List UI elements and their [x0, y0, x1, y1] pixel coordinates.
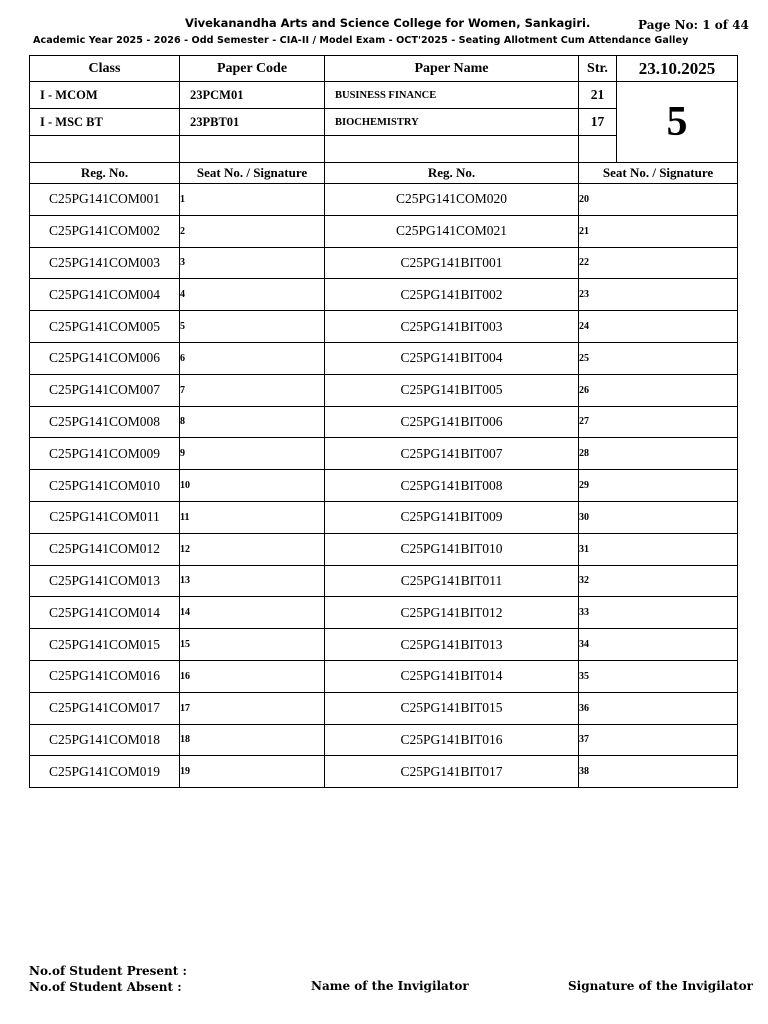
seat-no-left: 16: [180, 660, 325, 692]
reg-no-right: C25PG141BIT003: [325, 311, 579, 343]
table-row: [30, 184, 738, 216]
paper-name: BIOCHEMISTRY: [325, 109, 579, 136]
seat-no-left: 18: [180, 724, 325, 756]
seat-no-left: 4: [180, 279, 325, 311]
seat-no-left: 19: [180, 756, 325, 788]
seat-no-right: 34: [579, 629, 738, 661]
reg-no-left: C25PG141COM007: [30, 374, 180, 406]
seat-no-left: 2: [180, 215, 325, 247]
reg-no-right: C25PG141BIT010: [325, 533, 579, 565]
table-row: [30, 311, 738, 343]
table-row: [30, 724, 738, 756]
reg-no-right: C25PG141BIT004: [325, 342, 579, 374]
table-row: [30, 374, 738, 406]
invigilator-signature-label: Signature of the Invigilator: [568, 979, 753, 993]
table-row: [30, 342, 738, 374]
column-header-row: [30, 56, 738, 82]
reg-no-left: C25PG141COM012: [30, 533, 180, 565]
paper-strength: 17: [579, 109, 617, 136]
invigilator-name-label: Name of the Invigilator: [311, 979, 469, 993]
seat-no-right: 30: [579, 501, 738, 533]
reg-no-right: C25PG141BIT007: [325, 438, 579, 470]
students-present-label: No.of Student Present :: [29, 964, 187, 978]
reg-no-right: C25PG141BIT014: [325, 660, 579, 692]
reg-no-left: C25PG141COM001: [30, 184, 180, 216]
paper-strength: 21: [579, 82, 617, 109]
seat-no-right: 33: [579, 597, 738, 629]
table-row: [30, 660, 738, 692]
seat-no-right: 32: [579, 565, 738, 597]
reg-no-right: C25PG141BIT015: [325, 692, 579, 724]
hall-number: 5: [617, 82, 738, 163]
reg-no-left: C25PG141COM019: [30, 756, 180, 788]
reg-no-left: C25PG141COM005: [30, 311, 180, 343]
table-row: [30, 470, 738, 502]
paper-class: I - MCOM: [30, 82, 180, 109]
seat-no-left: 9: [180, 438, 325, 470]
paper-code: 23PCM01: [180, 82, 325, 109]
seat-no-right: 26: [579, 374, 738, 406]
seat-no-right: 37: [579, 724, 738, 756]
reg-no-left: C25PG141COM011: [30, 501, 180, 533]
reg-no-left: C25PG141COM014: [30, 597, 180, 629]
table-row: [30, 692, 738, 724]
reg-no-right: C25PG141BIT008: [325, 470, 579, 502]
seat-no-header: Seat No. / Signature: [579, 163, 738, 184]
seat-no-right: 20: [579, 184, 738, 216]
paper-code-header: Paper Code: [180, 56, 325, 82]
paper-class: I - MSC BT: [30, 109, 180, 136]
seat-no-left: 13: [180, 565, 325, 597]
seat-no-left: 8: [180, 406, 325, 438]
seat-no-right: 38: [579, 756, 738, 788]
paper-code: 23PBT01: [180, 109, 325, 136]
seat-no-header: Seat No. / Signature: [180, 163, 325, 184]
reg-no-left: C25PG141COM015: [30, 629, 180, 661]
table-row: [30, 406, 738, 438]
seat-no-right: 29: [579, 470, 738, 502]
seat-no-right: 22: [579, 247, 738, 279]
empty-cell: [325, 136, 579, 163]
exam-subtitle: Academic Year 2025 - 2026 - Odd Semester - CIA-II / Model Exam - OCT'2025 - Seating Allotment Cum Attendance Galley: [33, 35, 689, 46]
table-row: [30, 565, 738, 597]
reg-no-right: C25PG141BIT011: [325, 565, 579, 597]
seat-no-left: 3: [180, 247, 325, 279]
reg-no-left: C25PG141COM002: [30, 215, 180, 247]
reg-no-left: C25PG141COM016: [30, 660, 180, 692]
reg-no-right: C25PG141BIT005: [325, 374, 579, 406]
seat-no-left: 14: [180, 597, 325, 629]
exam-date: 23.10.2025: [617, 56, 738, 82]
seat-no-left: 11: [180, 501, 325, 533]
reg-no-left: C25PG141COM013: [30, 565, 180, 597]
reg-no-left: C25PG141COM006: [30, 342, 180, 374]
paper-row: [30, 82, 738, 109]
seat-no-left: 7: [180, 374, 325, 406]
seat-no-right: 27: [579, 406, 738, 438]
seat-no-right: 23: [579, 279, 738, 311]
reg-no-left: C25PG141COM010: [30, 470, 180, 502]
reg-no-left: C25PG141COM018: [30, 724, 180, 756]
seat-no-right: 31: [579, 533, 738, 565]
seat-no-right: 28: [579, 438, 738, 470]
empty-cell: [30, 136, 180, 163]
reg-no-right: C25PG141BIT009: [325, 501, 579, 533]
seat-no-left: 15: [180, 629, 325, 661]
seat-no-left: 1: [180, 184, 325, 216]
reg-no-right: C25PG141BIT013: [325, 629, 579, 661]
table-row: [30, 756, 738, 788]
seat-no-left: 6: [180, 342, 325, 374]
table-row: [30, 533, 738, 565]
reg-no-right: C25PG141COM020: [325, 184, 579, 216]
seat-no-left: 10: [180, 470, 325, 502]
reg-no-left: C25PG141COM017: [30, 692, 180, 724]
reg-no-header: Reg. No.: [325, 163, 579, 184]
reg-no-left: C25PG141COM004: [30, 279, 180, 311]
table-row: [30, 279, 738, 311]
class-header: Class: [30, 56, 180, 82]
seat-no-right: 35: [579, 660, 738, 692]
empty-cell: [180, 136, 325, 163]
seat-no-right: 25: [579, 342, 738, 374]
table-row: [30, 247, 738, 279]
reg-no-right: C25PG141BIT001: [325, 247, 579, 279]
reg-no-right: C25PG141BIT012: [325, 597, 579, 629]
students-absent-label: No.of Student Absent :: [29, 980, 182, 994]
seating-galley-table: [29, 55, 738, 788]
college-name: Vivekanandha Arts and Science College for Women, Sankagiri.: [185, 16, 591, 30]
table-row: [30, 215, 738, 247]
reg-no-right: C25PG141BIT006: [325, 406, 579, 438]
table-row: [30, 629, 738, 661]
reg-no-left: C25PG141COM003: [30, 247, 180, 279]
seat-no-left: 17: [180, 692, 325, 724]
reg-no-header: Reg. No.: [30, 163, 180, 184]
paper-name-header: Paper Name: [325, 56, 579, 82]
seat-no-left: 5: [180, 311, 325, 343]
reg-no-left: C25PG141COM008: [30, 406, 180, 438]
seat-no-right: 21: [579, 215, 738, 247]
table-row: [30, 438, 738, 470]
page-number: Page No: 1 of 44: [638, 18, 749, 32]
empty-cell: [579, 136, 617, 163]
reg-no-right: C25PG141COM021: [325, 215, 579, 247]
seat-no-right: 36: [579, 692, 738, 724]
reg-no-right: C25PG141BIT002: [325, 279, 579, 311]
reg-no-right: C25PG141BIT016: [325, 724, 579, 756]
table-row: [30, 501, 738, 533]
table-row: [30, 597, 738, 629]
paper-name: BUSINESS FINANCE: [325, 82, 579, 109]
reg-no-left: C25PG141COM009: [30, 438, 180, 470]
seat-no-left: 12: [180, 533, 325, 565]
strength-header: Str.: [579, 56, 617, 82]
seat-no-right: 24: [579, 311, 738, 343]
seating-header-row: [30, 163, 738, 184]
reg-no-right: C25PG141BIT017: [325, 756, 579, 788]
